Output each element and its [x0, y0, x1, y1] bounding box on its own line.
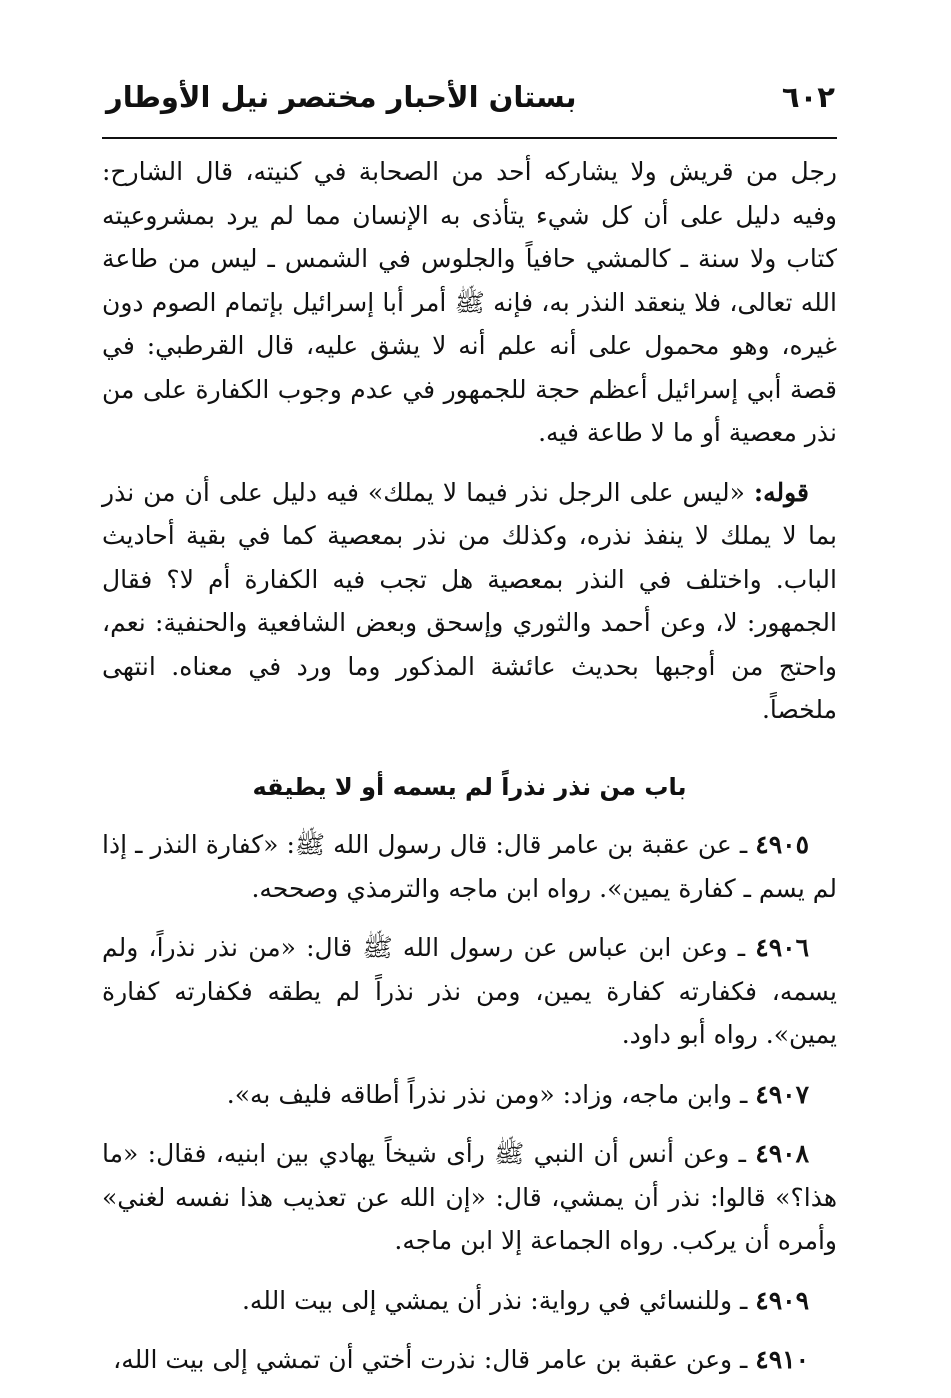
hadith-text: ـ وعن أنس أن النبي ﷺ رأى شيخاً يهادي بين ابنيه، فقال: «ما هذا؟» قالوا: نذر أن يمشي، قال: «إن الله عن تعذيب هذا نفسه لغني» وأمره أن يركب. رواه الجماعة إلا ابن ماجه.	[102, 1139, 837, 1255]
hadith-entry	[102, 823, 837, 910]
hadith-text: ـ وللنسائي في رواية: نذر أن يمشي إلى بيت الله.	[241, 1285, 756, 1315]
section-heading: باب من نذر نذراً لم يسمه أو لا يطيقه	[252, 772, 687, 801]
hadith-number: ٤٩٠٥	[755, 830, 809, 859]
hadith-entry	[102, 1279, 837, 1323]
hadith-number: ٤٩٠٨	[755, 1139, 809, 1168]
page-header	[102, 78, 837, 128]
hadith-text: ـ عن عقبة بن عامر قال: قال رسول الله ﷺ: «كفارة النذر ـ إذا لم يسم ـ كفارة يمين». رواه ابن ماجه والترمذي وصححه.	[102, 830, 837, 903]
paragraph-text: «ليس على الرجل نذر فيما لا يملك» فيه دليل على أن من نذر بما لا يملك لا ينفذ نذره، وكذلك من نذر بمعصية كما في بقية أحاديث الباب. واختلف في النذر بمعصية هل تجب فيه الكفارة أم لا؟ فقال الجمهور: لا، وعن أحمد والثوري وإسحق وبعض الشافعية والحنفية: نعم، واحتج من أوجبها بحديث عائشة المذكور وما ورد في معناه. انتهى ملخصاً.	[102, 477, 837, 724]
hadith-entry	[102, 1338, 837, 1382]
page-body	[102, 150, 837, 1398]
hadith-text: ـ وعن ابن عباس عن رسول الله ﷺ قال: «من نذر نذراً، ولم يسمه، فكفارته كفارة يمين، ومن نذر نذراً لم يطقه فكفارته كفارة يمين». رواه أبو داود.	[102, 933, 837, 1049]
hadith-number: ٤٩٠٩	[755, 1285, 809, 1315]
hadith-text: ـ وابن ماجه، وزاد: «ومن نذر نذراً أطاقه فليف به».	[226, 1079, 756, 1109]
hadith-entry	[102, 926, 837, 1057]
header-divider	[102, 137, 837, 139]
hadith-number: ٤٩٠٦	[755, 933, 809, 962]
page-number: ٦٠٢	[781, 80, 835, 114]
hadith-entry	[102, 1132, 837, 1263]
hadith-text: ـ وعن عقبة بن عامر قال: نذرت أختي أن تمشي إلى بيت الله،	[113, 1345, 756, 1374]
paragraph-text: رجل من قريش ولا يشاركه أحد من الصحابة في كنيته، قال الشارح: وفيه دليل على أن كل شيء يتأذى به الإنسان مما لم يرد بمشروعيته كتاب ولا سنة ـ كالمشي حافياً والجلوس في الشمس ـ ليس من طاعة الله تعالى، فلا ينعقد النذر به، فإنه ﷺ أمر أبا إسرائيل بإتمام الصوم دون غيره، وهو محمول على أنه علم أنه لا يشق عليه، قال القرطبي: في قصة أبي إسرائيل أعظم حجة للجمهور في عدم وجوب الكفارة على من نذر معصية أو ما لا طاعة فيه.	[102, 157, 837, 447]
hadith-number: ٤٩٠٧	[755, 1079, 809, 1109]
paragraph-commentary-2	[102, 471, 837, 732]
book-title: بستان الأحبار مختصر نيل الأوطار	[106, 80, 577, 114]
paragraph-lead-word: قوله:	[753, 477, 809, 507]
paragraph-commentary-1	[102, 150, 837, 455]
hadith-entry	[102, 1073, 837, 1117]
hadith-number: ٤٩١٠	[755, 1345, 809, 1374]
